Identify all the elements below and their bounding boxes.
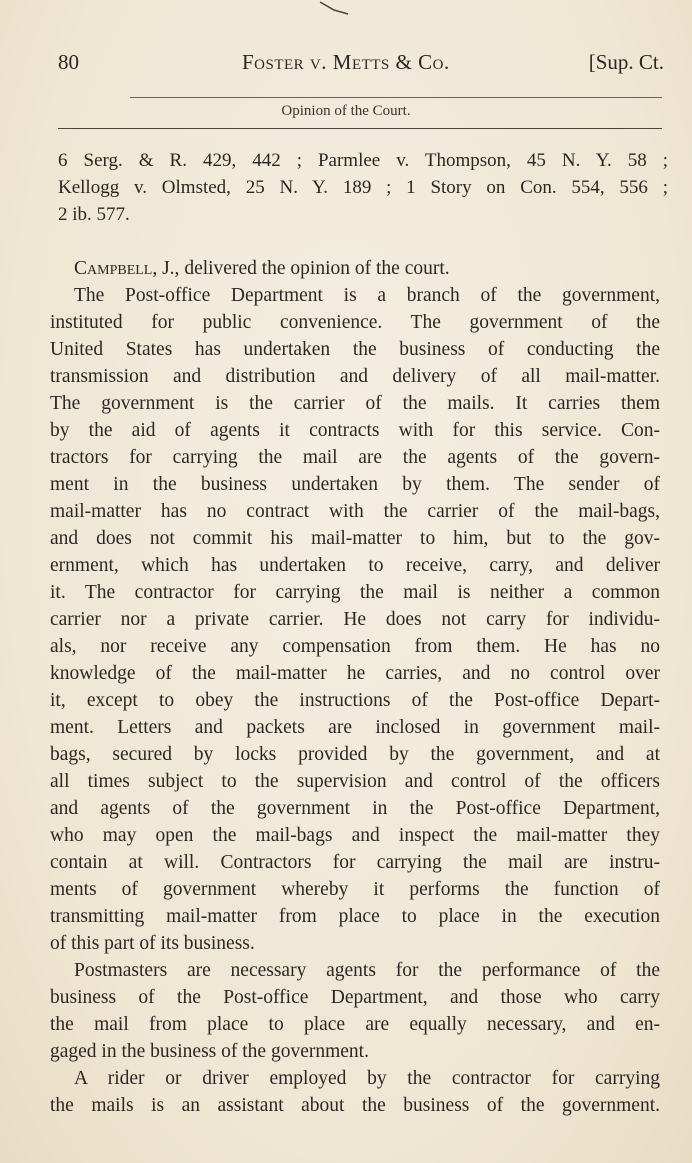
- case-title: Foster v. Metts & Co.: [242, 50, 450, 74]
- text-line: contain at will. Contractors for carrying the mail are instru-: [50, 852, 660, 873]
- text-line: the mails is an assistant about the business of the government.: [50, 1095, 660, 1116]
- citation-block: [58, 148, 668, 229]
- text-line: all times subject to the supervision and control of the officers: [50, 771, 660, 792]
- text-line: carrier nor a private carrier. He does not carry for individu-: [50, 609, 660, 630]
- citation-line: 6 Serg. & R. 429, 442 ; Parmlee v. Thompson, 45 N. Y. 58 ;: [58, 150, 668, 171]
- text-line: the mail from place to place are equally necessary, and en-: [50, 1014, 660, 1035]
- text-line: bags, secured by locks provided by the government, and at: [50, 744, 660, 765]
- text-line: United States has undertaken the business of conducting the: [50, 339, 660, 360]
- text-line: and does not commit his mail-matter to him, but to the gov-: [50, 528, 660, 549]
- text-line: instituted for public convenience. The government of the: [50, 312, 660, 333]
- divider-top: [130, 97, 662, 98]
- paragraph-3: [50, 1065, 660, 1119]
- citation-line: Kellogg v. Olmsted, 25 N. Y. 189 ; 1 Story on Con. 554, 556 ;: [58, 177, 668, 198]
- text-line: ments of government whereby it performs the function of: [50, 879, 660, 900]
- ink-mark-icon: [318, 0, 352, 16]
- text-line: ment. Letters and packets are inclosed in government mail-: [50, 717, 660, 738]
- paragraph-1: [50, 282, 660, 957]
- opinion-intro-rest: delivered the opinion of the court.: [179, 258, 450, 279]
- paragraph-2: [50, 957, 660, 1065]
- text-line: transmitting mail-matter from place to place in the execution: [50, 906, 660, 927]
- text-line: The government is the carrier of the mails. It carries them: [50, 393, 660, 414]
- text-line: it, except to obey the instructions of the Post-office Depart-: [50, 690, 660, 711]
- text-line: als, nor receive any compensation from them. He has no: [50, 636, 660, 657]
- text-line: Postmasters are necessary agents for the performance of the: [74, 960, 660, 981]
- judge-name: Campbell, J.,: [74, 258, 180, 279]
- opinion-intro: [50, 255, 660, 282]
- text-line: knowledge of the mail-matter he carries, and no control over: [50, 663, 660, 684]
- text-line: by the aid of agents it contracts with for this service. Con-: [50, 420, 660, 441]
- text-line: who may open the mail-bags and inspect the mail-matter they: [50, 825, 660, 846]
- text-line: it. The contractor for carrying the mail is neither a common: [50, 582, 660, 603]
- text-line: gaged in the business of the government.: [50, 1041, 369, 1062]
- section-heading: Opinion of the Court.: [281, 103, 411, 119]
- text-line: A rider or driver employed by the contractor for carrying: [74, 1068, 660, 1089]
- text-line: transmission and distribution and delivery of all mail-matter.: [50, 366, 660, 387]
- text-line: The Post-office Department is a branch of the government,: [74, 285, 660, 306]
- text-line: and agents of the government in the Post-office Department,: [50, 798, 660, 819]
- text-line: of this part of its business.: [50, 933, 255, 954]
- text-line: ment in the business undertaken by them. The sender of: [50, 474, 660, 495]
- page-number: 80: [58, 50, 79, 74]
- opinion-body: [50, 255, 660, 1119]
- text-line: ernment, which has undertaken to receive, carry, and deliver: [50, 555, 660, 576]
- text-line: tractors for carrying the mail are the agents of the govern-: [50, 447, 660, 468]
- court-abbreviation: [Sup. Ct.: [588, 50, 664, 74]
- citation-line: 2 ib. 577.: [58, 204, 130, 225]
- divider-bottom: [58, 128, 662, 129]
- running-head: [58, 50, 664, 80]
- text-line: business of the Post-office Department, and those who carry: [50, 987, 660, 1008]
- text-line: mail-matter has no contract with the carrier of the mail-bags,: [50, 501, 660, 522]
